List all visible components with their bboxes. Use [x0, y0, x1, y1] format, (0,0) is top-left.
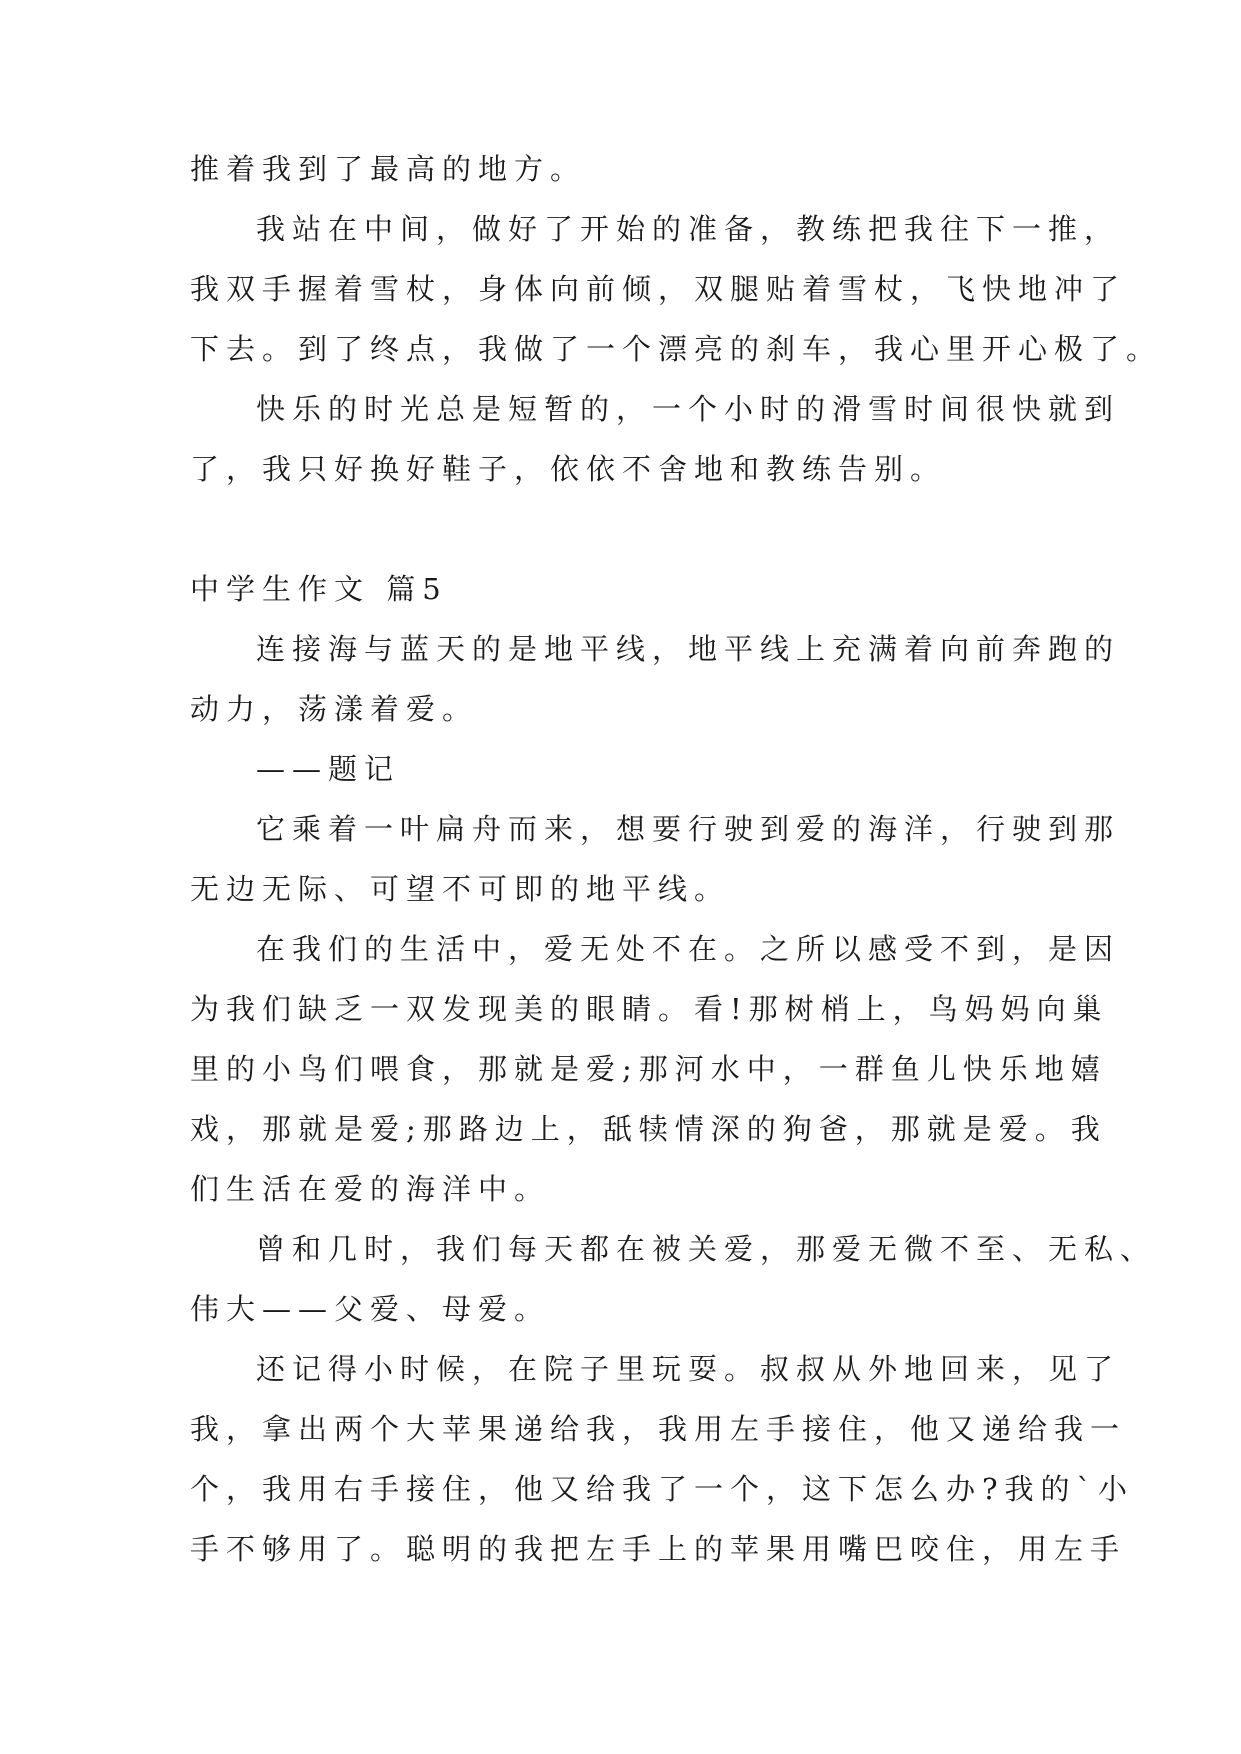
- text-line: 推着我到了最高的地方。: [190, 152, 587, 186]
- paragraph-first-line: 还记得小时候，在院子里玩耍。叔叔从外地回来，见了: [256, 1352, 1121, 1386]
- paragraph-first-line: 快乐的时光总是短暂的，一个小时的滑雪时间很快就到: [256, 392, 1121, 426]
- text-line: 了，我只好换好鞋子，依依不舍地和教练告别。: [190, 452, 947, 486]
- paragraph-first-line: 曾和几时，我们每天都在被关爱，那爱无微不至、无私、: [256, 1232, 1157, 1266]
- text-line: 我，拿出两个大苹果递给我，我用左手接住，他又递给我一: [190, 1412, 1127, 1446]
- section-heading: 中学生作文 篇5: [190, 572, 448, 606]
- text-line: 下去。到了终点，我做了一个漂亮的刹车，我心里开心极了。: [190, 332, 1163, 366]
- text-line: 无边无际、可望不可即的地平线。: [190, 872, 731, 906]
- paragraph-first-line: 连接海与蓝天的是地平线，地平线上充满着向前奔跑的: [256, 632, 1121, 666]
- text-line: 戏，那就是爱;那路边上，舐犊情深的狗爸，那就是爱。我: [190, 1112, 1107, 1146]
- text-line: 们生活在爱的海洋中。: [190, 1172, 551, 1206]
- paragraph-first-line: 它乘着一叶扁舟而来，想要行驶到爱的海洋，行驶到那: [256, 812, 1121, 846]
- text-line: 伟大——父爱、母爱。: [190, 1292, 551, 1326]
- text-line: 手不够用了。聪明的我把左手上的苹果用嘴巴咬住，用左手: [190, 1532, 1127, 1566]
- paragraph-first-line: 我站在中间，做好了开始的准备，教练把我往下一推，: [256, 212, 1121, 246]
- text-line: 动力，荡漾着爱。: [190, 692, 479, 726]
- document-page: [190, 150, 1163, 1568]
- text-line: 个，我用右手接住，他又给我了一个，这下怎么办?我的`小: [190, 1472, 1135, 1506]
- text-line: 里的小鸟们喂食，那就是爱;那河水中，一群鱼儿快乐地嬉: [190, 1052, 1107, 1086]
- paragraph-first-line: 在我们的生活中，爱无处不在。之所以感受不到，是因: [256, 932, 1121, 966]
- text-line: 为我们缺乏一双发现美的眼睛。看!那树梢上，鸟妈妈向巢: [190, 992, 1109, 1026]
- text-line: 我双手握着雪杖，身体向前倾，双腿贴着雪杖，飞快地冲了: [190, 272, 1127, 306]
- epigraph-attribution: ——题记: [256, 752, 401, 786]
